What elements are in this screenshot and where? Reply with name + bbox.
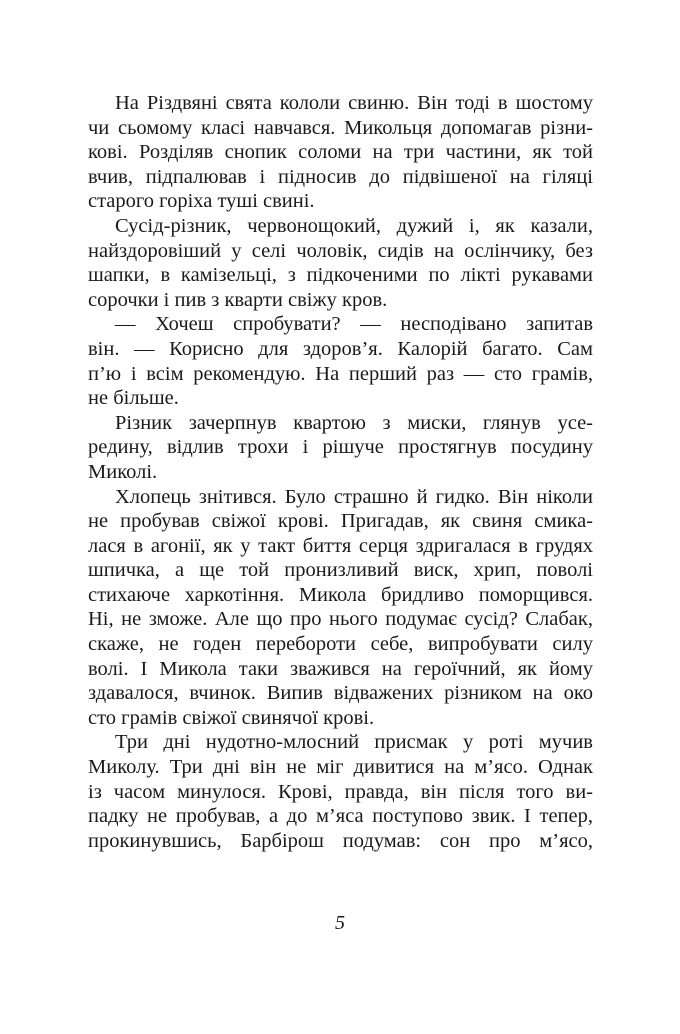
text-line: лася в агонії, як у такт биття серця здригалася в грудях	[88, 534, 593, 557]
text-line: Миколу. Три дні він не міг дивитися на м’ясо. Однак	[88, 756, 593, 779]
text-line: не більше.	[88, 387, 179, 410]
text-line: Три дні нудотно-млосний присмак у роті мучив	[115, 731, 593, 754]
text-line: Різник зачерпнув квартою з миски, глянув усе-	[115, 411, 593, 434]
text-line: чи сьомому класі навчався. Микольця допомагав різни-	[88, 116, 593, 139]
text-line: редину, відлив трохи і рішуче простягнув посудину	[88, 436, 593, 459]
text-line: сорочки і пив з кварти свіжу кров.	[88, 288, 388, 311]
text-line: вчив, підпалював і підносив до підвішеної на гіляці	[88, 165, 593, 188]
text-line: скаже, не годен перебороти себе, випробувати силу	[88, 633, 593, 656]
text-line: здавалося, вчинок. Випив відважених різником на око	[88, 682, 593, 705]
text-line: Ні, не зможе. Але що про нього подумає сусід? Слабак,	[88, 608, 593, 631]
text-line: не пробував свіжої крові. Пригадав, як свиня смика-	[88, 510, 593, 533]
text-line: шапки, в камізельці, з підкоченими по лікті рукавами	[88, 264, 593, 287]
text-line: шпичка, а ще той пронизливий виск, хрип, поволі	[88, 559, 593, 582]
text-line: стихаюче харкотіння. Микола бридливо поморщився.	[88, 583, 593, 606]
text-line: волі. І Микола таки зважився на героїчний, як йому	[88, 657, 593, 680]
text-line: падку не пробував, а до м’яса поступово звик. І тепер,	[88, 805, 593, 828]
text-line: він. — Корисно для здоров’я. Калорій багато. Сам	[88, 337, 593, 360]
text-line: Хлопець знітився. Було страшно й гидко. Він ніколи	[115, 485, 593, 508]
text-line: старого горіха туші свині.	[88, 190, 315, 213]
text-line: кові. Розділяв снопик соломи на три частини, як той	[88, 141, 593, 164]
text-line: Миколі.	[88, 460, 158, 483]
text-line: — Хочеш спробувати? — несподівано запитав	[115, 313, 593, 336]
body-text	[88, 91, 593, 853]
text-line: сто грамів свіжої свинячої крові.	[88, 706, 375, 729]
text-line: Сусід-різник, червонощокий, дужий і, як казали,	[115, 214, 593, 237]
text-line: із часом минулося. Крові, правда, він після того ви-	[88, 780, 593, 803]
text-line: прокинувшись, Барбірош подумав: сон про м’ясо,	[88, 829, 593, 852]
page-number: 5	[335, 912, 345, 934]
text-line: На Різдвяні свята кололи свиню. Він тоді в шостому	[115, 92, 593, 114]
text-line: п’ю і всім рекомендую. На перший раз — сто грамів,	[88, 362, 593, 385]
text-line: найздоровіший у селі чоловік, сидів на ослінчику, без	[88, 239, 593, 262]
